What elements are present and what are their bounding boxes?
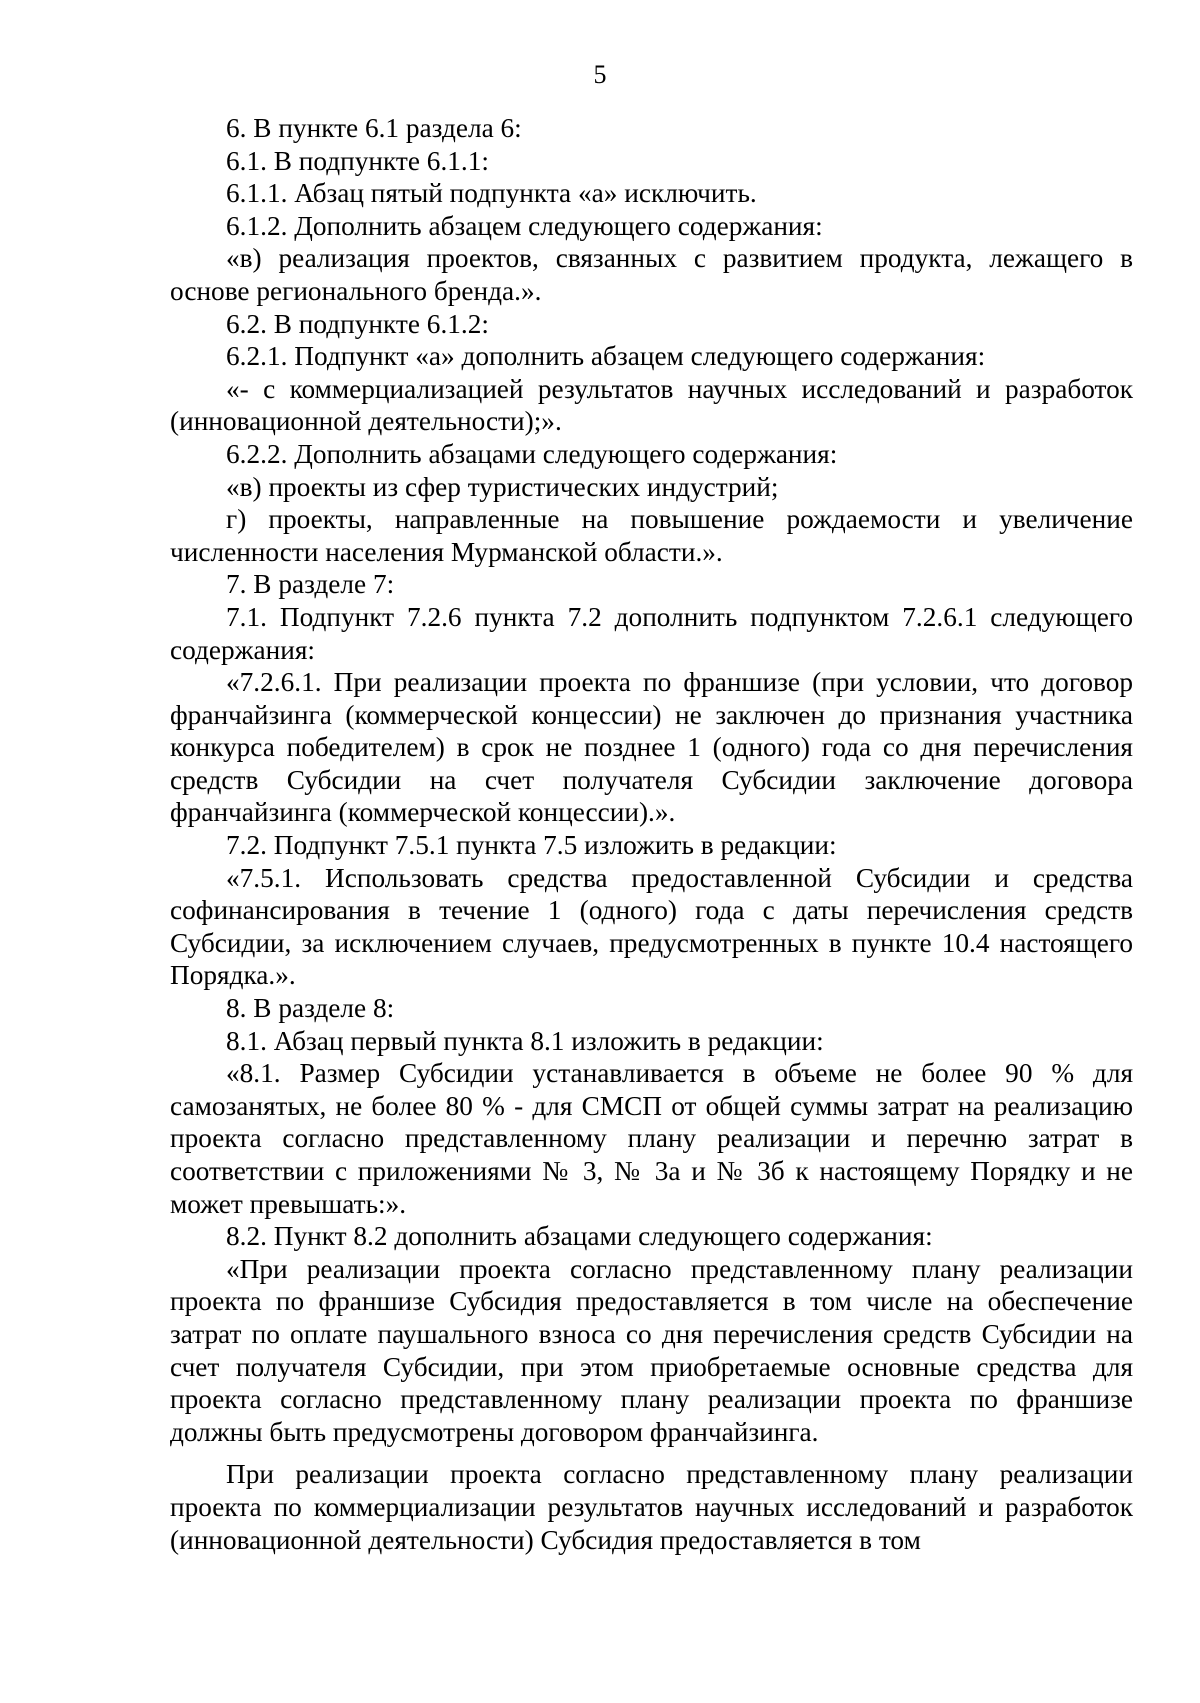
paragraph: 6.1.1. Абзац пятый подпункта «а» исключить. <box>226 178 757 209</box>
paragraph: «7.5.1. Использовать средства предоставленной Субсидии и средства софинансирования в течение 1 (одного) года с даты перечисления средств Субсидии, за исключением случаев, предусмотренных в пункте 10.4 настоящего Порядка.». <box>170 862 1133 991</box>
paragraph: г) проекты, направленные на повышение рождаемости и увеличение численности населения Мурманской области.». <box>170 504 1133 567</box>
paragraph: 8.1. Абзац первый пункта 8.1 изложить в редакции: <box>226 1025 824 1056</box>
paragraph: 6.2.2. Дополнить абзацами следующего содержания: <box>226 438 838 469</box>
paragraph: 8. В разделе 8: <box>226 993 395 1024</box>
paragraph: 6.1. В подпункте 6.1.1: <box>226 145 489 176</box>
paragraph: «в) проекты из сфер туристических индустрий; <box>226 471 779 502</box>
page-number: 5 <box>593 60 607 89</box>
paragraph: 8.2. Пункт 8.2 дополнить абзацами следующего содержания: <box>226 1221 933 1252</box>
paragraph: «- с коммерциализацией результатов научных исследований и разработок (инновационной деятельности);». <box>170 373 1133 437</box>
paragraph: 7.1. Подпункт 7.2.6 пункта 7.2 дополнить подпунктом 7.2.6.1 следующего содержания: <box>170 601 1133 665</box>
paragraph: 6.2.1. Подпункт «а» дополнить абзацем следующего содержания: <box>226 341 986 372</box>
paragraph: При реализации проекта согласно представленному плану реализации проекта по коммерциализации результатов научных исследований и разработок (инновационной деятельности) Субсидия предоставляется в том <box>170 1459 1133 1555</box>
paragraph: 6.2. В подпункте 6.1.2: <box>226 308 489 339</box>
document-body <box>170 112 1133 1556</box>
paragraph: «При реализации проекта согласно представленному плану реализации проекта по франшизе Субсидия предоставляется в том числе на обеспечение затрат по оплате паушального взноса со дня перечисления средств Субсидии на счет получателя Субсидии, при этом приобретаемые основные средства для проекта согласно представленному плану реализации проекта по франшизе должны быть предусмотрены договором франчайзинга. <box>170 1253 1133 1447</box>
paragraph: «7.2.6.1. При реализации проекта по франшизе (при условии, что договор франчайзинга (коммерческой концессии) не заключен до признания участника конкурса победителем) в срок не позднее 1 (одного) года со дня перечисления средств Субсидии на счет получателя Субсидии заключение договора франчайзинга (коммерческой концессии).». <box>170 667 1133 828</box>
paragraph: «8.1. Размер Субсидии устанавливается в объеме не более 90 % для самозанятых, не более 80 % - для СМСП от общей суммы затрат на реализацию проекта согласно представленному плану реализации и перечню затрат в соответствии с приложениями № 3, № 3а и № 3б к настоящему Порядку и не может превышать:». <box>170 1058 1133 1219</box>
paragraph: 6.1.2. Дополнить абзацем следующего содержания: <box>226 210 823 241</box>
paragraph: 6. В пункте 6.1 раздела 6: <box>226 113 522 143</box>
paragraph: 7. В разделе 7: <box>226 569 395 600</box>
paragraph: 7.2. Подпункт 7.5.1 пункта 7.5 изложить в редакции: <box>226 830 837 861</box>
paragraph: «в) реализация проектов, связанных с развитием продукта, лежащего в основе регионального бренда.». <box>170 243 1133 306</box>
